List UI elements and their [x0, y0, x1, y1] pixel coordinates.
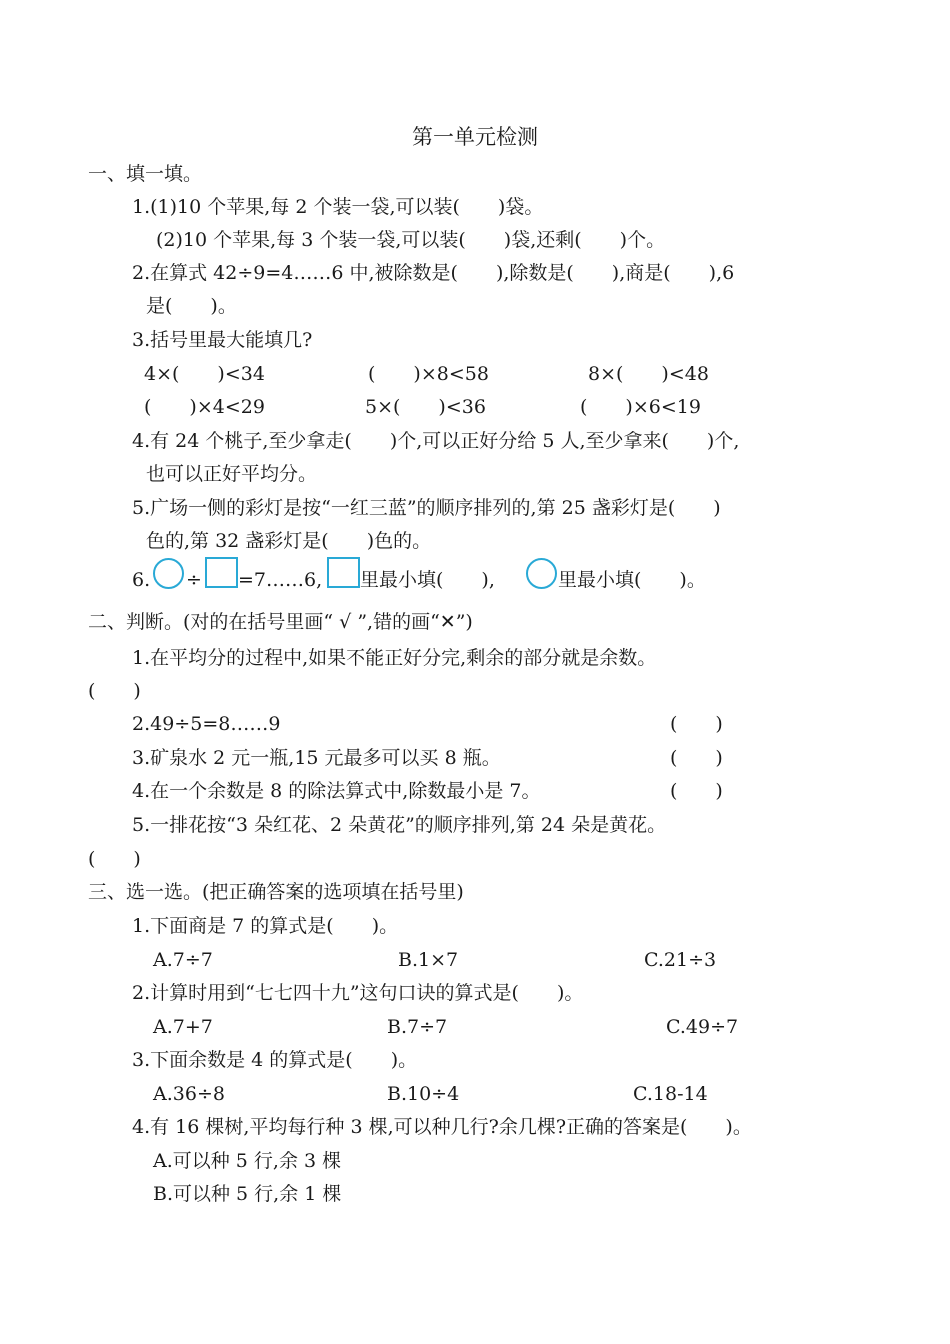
s1-q1-part1: 1.(1)10 个苹果,每 2 个装一袋,可以装( )袋。 — [132, 196, 544, 218]
square-placeholder-icon — [205, 557, 238, 588]
s1-q5-line1: 5.广场一侧的彩灯是按“一红三蓝”的顺序排列的,第 25 盏彩灯是( ) — [132, 497, 721, 519]
s1-q4-line1: 4.有 24 个桃子,至少拿走( )个,可以正好分给 5 人,至少拿来( )个, — [132, 430, 740, 452]
s2-item-4-answer: ( ) — [670, 780, 723, 802]
s1-q3-item-4: ( )×4<29 — [144, 396, 265, 418]
square-placeholder-icon — [327, 557, 360, 588]
s1-q6-equation: =7……6, — [238, 569, 323, 591]
s2-item-3-answer: ( ) — [670, 747, 723, 769]
s3-q3-option-b: B.10÷4 — [387, 1083, 460, 1105]
s1-q3-item-1: 4×( )<34 — [144, 363, 265, 385]
s1-q2-line2: 是( )。 — [146, 295, 237, 317]
s1-q4-line2: 也可以正好平均分。 — [146, 463, 318, 485]
s1-q2-line1: 2.在算式 42÷9=4……6 中,被除数是( ),除数是( ),商是( ),6 — [132, 262, 735, 284]
s1-q3-item-5: 5×( )<36 — [365, 396, 486, 418]
s3-q3-option-a: A.36÷8 — [153, 1083, 225, 1105]
section-1-heading: 一、填一填。 — [88, 163, 203, 185]
s2-item-5-answer: ( ) — [88, 848, 141, 870]
page-title: 第一单元检测 — [412, 125, 538, 149]
s2-item-3: 3.矿泉水 2 元一瓶,15 元最多可以买 8 瓶。 — [132, 747, 501, 769]
section-2-heading: 二、判断。(对的在括号里画“ √ ”,错的画“✕”) — [88, 611, 473, 633]
s2-item-1-answer: ( ) — [88, 680, 141, 702]
s1-q3-item-3: 8×( )<48 — [588, 363, 709, 385]
s1-q3-prompt: 3.括号里最大能填几? — [132, 329, 313, 351]
s1-q6-circle-text: 里最小填( )。 — [558, 569, 706, 591]
s2-item-2-answer: ( ) — [670, 713, 723, 735]
s3-q4: 4.有 16 棵树,平均每行种 3 棵,可以种几行?余几棵?正确的答案是( )。 — [132, 1116, 752, 1138]
s3-q1-option-b: B.1×7 — [398, 949, 459, 971]
s2-item-5: 5.一排花按“3 朵红花、2 朵黄花”的顺序排列,第 24 朵是黄花。 — [132, 814, 667, 836]
s2-item-1: 1.在平均分的过程中,如果不能正好分完,剩余的部分就是余数。 — [132, 647, 657, 669]
circle-placeholder-icon — [526, 558, 557, 589]
s3-q2-option-a: A.7+7 — [153, 1016, 213, 1038]
s1-q6-divide-sign: ÷ — [186, 569, 202, 591]
s1-q6-square-text: 里最小填( ), — [360, 569, 495, 591]
circle-placeholder-icon — [153, 558, 184, 589]
s3-q2-option-c: C.49÷7 — [666, 1016, 739, 1038]
s1-q6-number: 6. — [132, 569, 151, 591]
s3-q2: 2.计算时用到“七七四十九”这句口诀的算式是( )。 — [132, 982, 584, 1004]
s3-q1-option-a: A.7÷7 — [153, 949, 213, 971]
s3-q4-option-a: A.可以种 5 行,余 3 棵 — [153, 1150, 342, 1172]
s3-q3: 3.下面余数是 4 的算式是( )。 — [132, 1049, 418, 1071]
s2-item-4: 4.在一个余数是 8 的除法算式中,除数最小是 7。 — [132, 780, 541, 802]
s1-q3-item-6: ( )×6<19 — [580, 396, 701, 418]
section-3-heading: 三、选一选。(把正确答案的选项填在括号里) — [88, 881, 464, 903]
s3-q1-option-c: C.21÷3 — [644, 949, 717, 971]
s1-q1-part2: (2)10 个苹果,每 3 个装一袋,可以装( )袋,还剩( )个。 — [156, 229, 666, 251]
s3-q3-option-c: C.18-14 — [633, 1083, 708, 1105]
s2-item-2: 2.49÷5=8……9 — [132, 713, 281, 735]
s3-q1: 1.下面商是 7 的算式是( )。 — [132, 915, 399, 937]
s3-q4-option-b: B.可以种 5 行,余 1 棵 — [153, 1183, 342, 1205]
s1-q3-item-2: ( )×8<58 — [368, 363, 489, 385]
s1-q5-line2: 色的,第 32 盏彩灯是( )色的。 — [146, 530, 432, 552]
s3-q2-option-b: B.7÷7 — [387, 1016, 448, 1038]
